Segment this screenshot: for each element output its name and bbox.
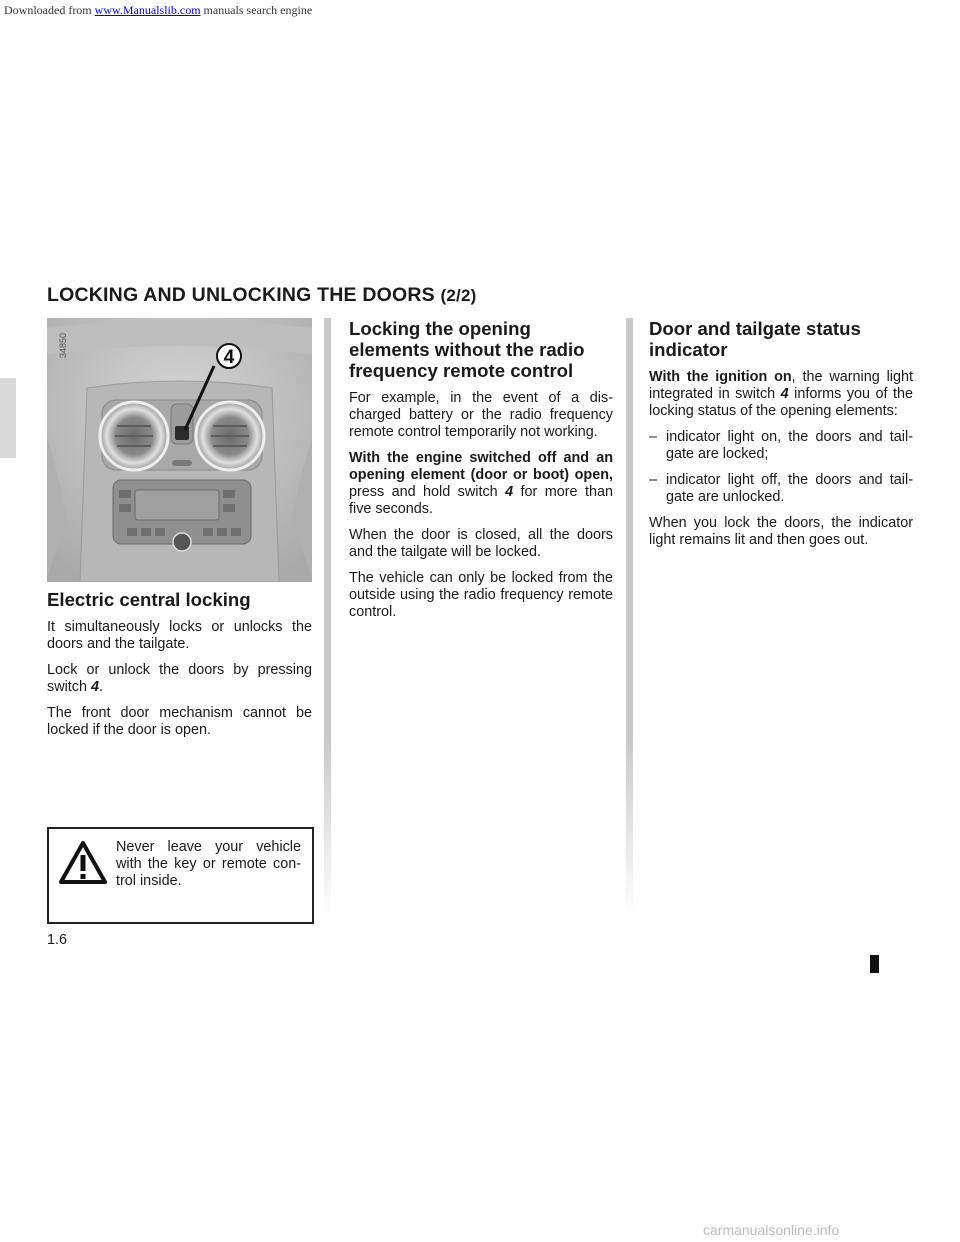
paragraph: Lock or unlock the doors by pressing switch 4. xyxy=(47,662,312,695)
section-heading: Locking the opening elements without the radio frequency remote control xyxy=(349,318,585,381)
switch-number: 4 xyxy=(90,679,99,695)
warning-text: Never leave your vehicle with the key or remote con-trol inside. xyxy=(116,839,301,889)
page-number: 1.6 xyxy=(47,932,68,948)
download-banner xyxy=(4,3,312,18)
page-title-main: LOCKING AND UNLOCKING THE DOORS xyxy=(47,284,441,306)
paragraph: The front door mechanism cannot be locked if the door is open. xyxy=(47,705,312,738)
switch-number: 4 xyxy=(780,386,789,402)
paragraph: With the engine switched off and an opening element (door or boot) open, press and hold switch 4 for more than five seconds. xyxy=(349,450,613,517)
column-divider xyxy=(626,318,633,918)
section-heading: Electric central locking xyxy=(47,589,251,610)
column-divider xyxy=(324,318,331,918)
banner-suffix: manuals search engine xyxy=(200,3,313,17)
paragraph: For example, in the event of a dis-charged battery or the radio frequency remote control temporarily not working. xyxy=(349,390,613,440)
chapter-tab xyxy=(0,378,16,458)
list-item: – indicator light off, the doors and tail-gate are unlocked. xyxy=(649,472,913,506)
page-title-part: (2/2) xyxy=(440,286,477,305)
switch-number: 4 xyxy=(505,484,514,500)
manualslib-link[interactable]: www.Manualslib.com xyxy=(94,3,201,17)
warning-triangle-icon xyxy=(59,841,107,890)
warning-box xyxy=(47,827,314,924)
column-status-indicator xyxy=(649,318,913,558)
list-item: – indicator light on, the doors and tail-gate are locked; xyxy=(649,429,913,463)
paragraph: When the door is closed, all the doors and the tailgate will be locked. xyxy=(349,527,613,560)
status-list xyxy=(649,429,913,506)
figure-ref-code: 34850 xyxy=(58,332,68,358)
paragraph: The vehicle can only be locked from the outside using the radio frequency remote control. xyxy=(349,570,613,620)
footer-watermark: carmanualsonline.info xyxy=(703,1222,840,1238)
paragraph: When you lock the doors, the indicator light remains lit and then goes out. xyxy=(649,515,913,548)
column-electric-locking xyxy=(47,589,312,748)
section-end-mark xyxy=(870,955,879,973)
page-title xyxy=(47,284,476,307)
section-heading: Door and tailgate status indicator xyxy=(649,318,861,360)
paragraph: With the ignition on, the warning light integrated in switch 4 informs you of the locking status of the opening elements: xyxy=(649,369,913,419)
paragraph: It simultaneously locks or unlocks the doors and the tailgate. xyxy=(47,619,312,652)
banner-prefix: Downloaded from xyxy=(4,3,95,17)
figure-callout: 4 xyxy=(223,347,235,368)
dashboard-photo xyxy=(47,318,312,582)
column-locking-without-remote xyxy=(349,318,613,630)
